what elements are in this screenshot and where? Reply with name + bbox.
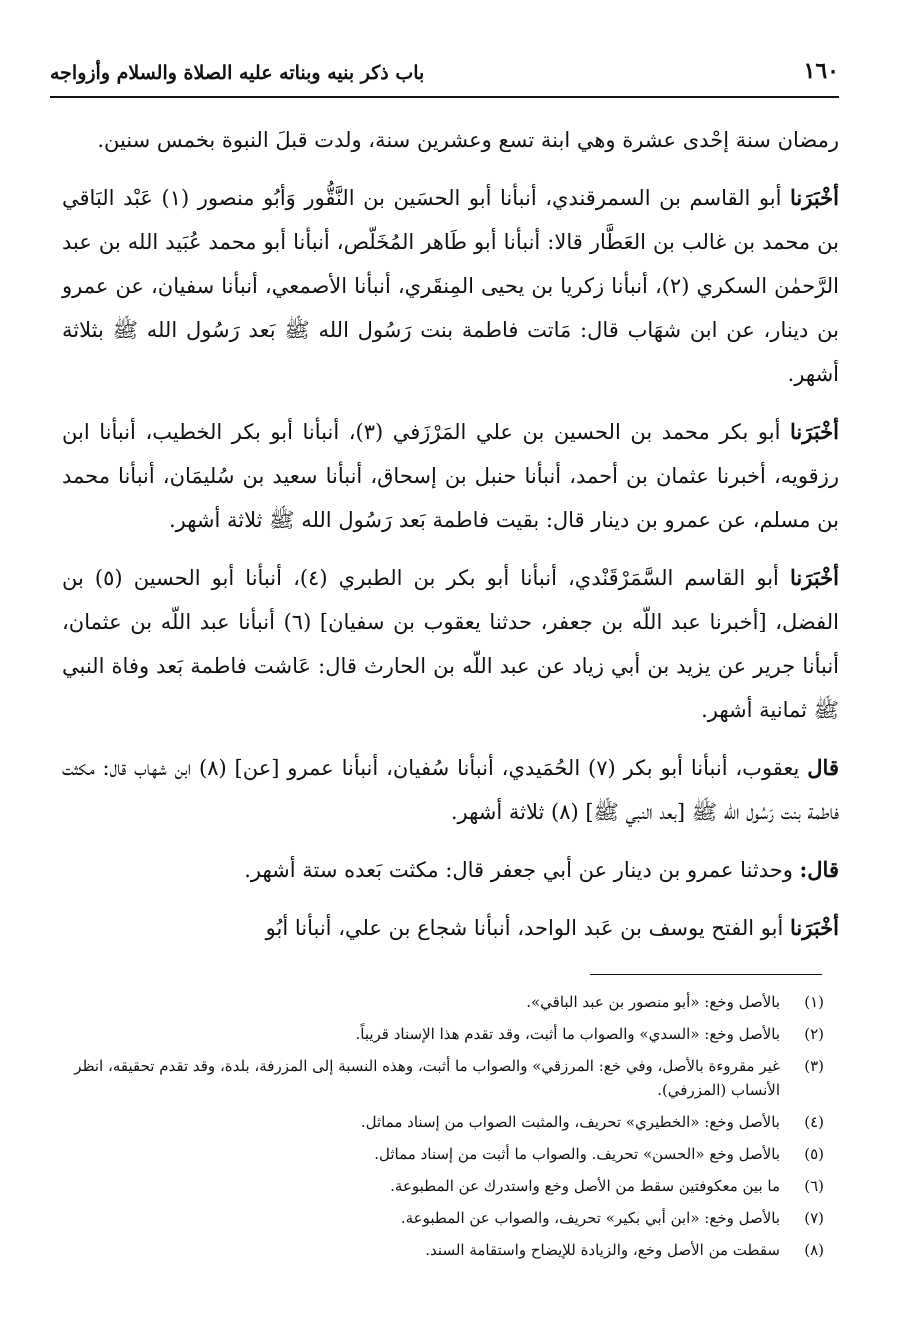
- footnote: [68, 1142, 824, 1166]
- footnote-text: بالأصل وخع: «أبو منصور بن عبد الباقي».: [526, 993, 780, 1011]
- footnote-number: (٣): [804, 1057, 824, 1075]
- footnote-number: (٨): [804, 1241, 824, 1259]
- footnote: [68, 1054, 824, 1102]
- footnote-number: (٥): [804, 1145, 824, 1163]
- paragraph-text: وحدثنا عمرو بن دينار عن أبي جعفر قال: مكثت بَعده ستة أشهر.: [244, 858, 793, 882]
- page-number: ١٦٠: [803, 58, 839, 84]
- footnote-number: (٧): [804, 1209, 824, 1227]
- paragraph-text: رمضان سنة إحْدى عشرة وهي ابنة تسع وعشرين سنة، ولدت قبلَ النبوة بخمس سنين.: [97, 128, 839, 152]
- paragraph-lead: قال: [807, 755, 839, 780]
- footnote-text: بالأصل وخع: «ابن أبي بكير» تحريف، والصواب عن المطبوعة.: [400, 1209, 780, 1227]
- footnote-number: (١): [804, 993, 824, 1011]
- paragraph: [62, 906, 839, 950]
- paragraph-text: أبو بكر محمد بن الحسين بن علي المَرْزَفي (٣)، أنبأنا أبو بكر الخطيب، أنبأنا ابن رزقويه، أخبرنا عثمان بن أحمد، أنبأنا حنبل بن إسحاق، أنبأنا سعيد بن سُليمَان، أنبأنا محمد بن مسلم، عن عمرو بن دينار قال: بقيت فاطمة بَعد رَسُول الله ﷺ ثلاثة أشهر.: [62, 420, 839, 532]
- footnote-number: (٢): [804, 1025, 824, 1043]
- paragraph: [62, 176, 839, 396]
- paragraph-lead: أخْبَرَنا: [790, 185, 839, 210]
- footnote-number: (٤): [804, 1113, 824, 1131]
- paragraph-text: يعقوب، أنبأنا أبو بكر (٧) الحُمَيدي، أنبأنا سُفيان، أنبأنا عمرو [عن] (٨) ابن شهاب قال: مكثت فاطمة بنت رَسُول الله ﷺ [بعد النبي ﷺ] (٨) ثلاثة أشهر.: [62, 756, 839, 824]
- footnote-number: (٦): [804, 1177, 824, 1195]
- paragraph: [62, 118, 839, 162]
- page-header: [50, 50, 839, 98]
- footnote-divider: [590, 974, 822, 975]
- paragraph-text: أبو الفتح يوسف بن عَبد الواحد، أنبأنا شجاع بن علي، أنبأنا أبُو: [265, 916, 784, 940]
- footnote-text: بالأصل وخع: «الخطيري» تحريف، والمثبت الصواب من إسناد مماثل.: [360, 1113, 780, 1131]
- footnote: [68, 1110, 824, 1134]
- footnote-text: سقطت من الأصل وخع، والزيادة للإيضاح واستقامة السند.: [425, 1241, 780, 1259]
- footnotes: [68, 990, 824, 1270]
- paragraph-text: أبو القاسم بن السمرقندي، أنبأنا أبو الحسَين بن النَّقُّور وَأبُو منصور (١) عَبْد البَاقي بن محمد بن غالب بن العَطَّار قالا: أنبأنا أبو طَاهر المُخَلّص، أنبأنا أبو محمد عُبَيد الله بن عبد الرَّحمٰن السكري (٢)، أنبأنا زكريا بن يحيى المِنقَري، أنبأنا الأصمعي، أنبأنا سفيان، عن عمرو بن دينار، عن ابن شهَاب قال: مَاتت فاطمة بنت رَسُول الله ﷺ بَعد رَسُول الله ﷺ بثلاثة أشهر.: [62, 186, 840, 386]
- paragraph-lead: أخْبَرَنا: [790, 419, 839, 444]
- paragraph: [62, 556, 839, 732]
- footnote: [68, 990, 824, 1014]
- main-text: [62, 118, 839, 964]
- footnote-text: غير مقروءة بالأصل، وفي خع: المرزقي» والصواب ما أثبت، وهذه النسبة إلى المزرفة، بلدة، وقد تقدم تحقيقه، انظر الأنساب (المزرفي).: [74, 1057, 780, 1099]
- footnote: [68, 1206, 824, 1230]
- footnote-text: ما بين معكوفتين سقط من الأصل وخع واستدرك عن المطبوعة.: [390, 1177, 780, 1195]
- paragraph: [62, 410, 839, 542]
- paragraph-lead: أخْبَرَنا: [790, 565, 839, 590]
- footnote-text: بالأصل وخع: «السدي» والصواب ما أثبت، وقد تقدم هذا الإسناد قريباً.: [355, 1025, 780, 1043]
- footnote: [68, 1174, 824, 1198]
- footnote: [68, 1022, 824, 1046]
- paragraph: [62, 848, 839, 892]
- paragraph-lead: أخْبَرَنا: [790, 915, 839, 940]
- paragraph-text: أبو القاسم السَّمَرْقَنْدي، أنبأنا أبو بكر بن الطبري (٤)، أنبأنا أبو الحسين (٥) بن الفضل، [أخبرنا عبد اللّه بن جعفر، حدثنا يعقوب بن سفيان] (٦) أنبأنا عبد اللّه بن عثمان، أنبأنا جرير عن يزيد بن أبي زياد عن عبد اللّه بن الحارث قال: عَاشت فاطمة بَعد وفاة النبي ﷺ ثمانية أشهر.: [62, 566, 839, 722]
- footnote: [68, 1238, 824, 1262]
- paragraph-lead: قال:: [799, 857, 839, 882]
- footnote-text: بالأصل وخع «الحسن» تحريف. والصواب ما أثبت من إسناد مماثل.: [374, 1145, 780, 1163]
- running-title: باب ذكر بنيه وبناته عليه الصلاة والسلام وأزواجه: [50, 62, 425, 84]
- paragraph: [62, 746, 839, 834]
